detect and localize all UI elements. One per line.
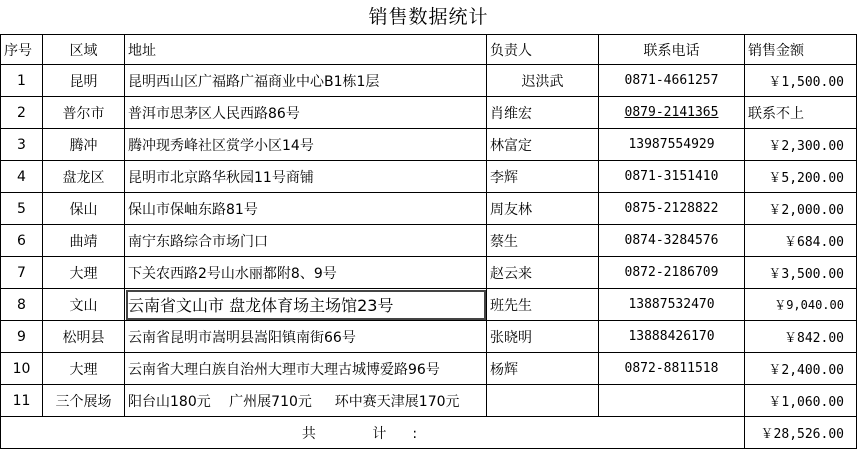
phone-link-text[interactable]: 0879-2141365 <box>624 105 719 120</box>
cell-region[interactable]: 松明县 <box>43 321 125 353</box>
cell-phone[interactable]: 13888426170 <box>599 321 745 353</box>
cell-address[interactable]: 云南省昆明市嵩明县嵩阳镇南街66号 <box>125 321 487 353</box>
cell-phone[interactable]: 0872-2186709 <box>599 257 745 289</box>
cell-manager[interactable]: 蔡生 <box>487 225 599 257</box>
cell-amount[interactable]: ￥842.00 <box>745 321 857 353</box>
cell-manager[interactable]: 张晓明 <box>487 321 599 353</box>
cell-phone[interactable] <box>599 385 745 417</box>
cell-region[interactable]: 曲靖 <box>43 225 125 257</box>
table-row <box>1 161 857 193</box>
cell-address-selected[interactable]: 云南省文山市 盘龙体育场主场馆23号 <box>125 289 487 321</box>
table-row <box>1 289 857 321</box>
header-cell-region[interactable]: 区域 <box>43 35 125 65</box>
cell-phone-link[interactable] <box>599 97 745 129</box>
cell-amount[interactable]: ￥5,200.00 <box>745 161 857 193</box>
cell-region[interactable]: 普尔市 <box>43 97 125 129</box>
cell-manager[interactable]: 李辉 <box>487 161 599 193</box>
cell-amount[interactable]: ￥1,500.00 <box>745 65 857 97</box>
cell-amount[interactable]: ￥1,060.00 <box>745 385 857 417</box>
cell-amount[interactable]: ￥9,040.00 <box>745 289 857 321</box>
cell-no[interactable]: 10 <box>1 353 43 385</box>
header-cell-address[interactable]: 地址 <box>125 35 487 65</box>
cell-manager[interactable]: 周友林 <box>487 193 599 225</box>
table-row <box>1 97 857 129</box>
cell-region[interactable]: 盘龙区 <box>43 161 125 193</box>
total-amount[interactable]: ￥28,526.00 <box>745 417 857 449</box>
cell-no[interactable]: 7 <box>1 257 43 289</box>
cell-address[interactable]: 阳台山180元 广州展710元 环中赛天津展170元 <box>125 385 487 417</box>
table-row <box>1 257 857 289</box>
table-row <box>1 65 857 97</box>
cell-manager[interactable]: 迟洪武 <box>487 65 599 97</box>
cell-address[interactable]: 保山市保岫东路81号 <box>125 193 487 225</box>
cell-address[interactable]: 腾冲现秀峰社区赏学小区14号 <box>125 129 487 161</box>
cell-phone[interactable]: 0875-2128822 <box>599 193 745 225</box>
cell-address[interactable]: 昆明市北京路华秋园11号商铺 <box>125 161 487 193</box>
cell-no[interactable]: 2 <box>1 97 43 129</box>
cell-manager[interactable]: 班先生 <box>487 289 599 321</box>
cell-phone[interactable]: 0871-4661257 <box>599 65 745 97</box>
cell-no[interactable]: 6 <box>1 225 43 257</box>
header-cell-manager[interactable]: 负责人 <box>487 35 599 65</box>
cell-region[interactable]: 大理 <box>43 257 125 289</box>
cell-amount[interactable]: ￥2,400.00 <box>745 353 857 385</box>
table-row <box>1 193 857 225</box>
cell-manager[interactable]: 肖维宏 <box>487 97 599 129</box>
cell-region[interactable]: 文山 <box>43 289 125 321</box>
cell-region[interactable]: 腾冲 <box>43 129 125 161</box>
cell-phone[interactable]: 0874-3284576 <box>599 225 745 257</box>
cell-manager[interactable]: 赵云来 <box>487 257 599 289</box>
cell-no[interactable]: 8 <box>1 289 43 321</box>
cell-phone[interactable]: 13987554929 <box>599 129 745 161</box>
table-row <box>1 129 857 161</box>
cell-manager[interactable] <box>487 385 599 417</box>
cell-no[interactable]: 4 <box>1 161 43 193</box>
cell-region[interactable]: 大理 <box>43 353 125 385</box>
total-row <box>1 417 857 449</box>
header-cell-phone[interactable]: 联系电话 <box>599 35 745 65</box>
total-label[interactable]: 共 计: <box>1 417 745 449</box>
cell-region[interactable]: 昆明 <box>43 65 125 97</box>
cell-phone[interactable]: 0871-3151410 <box>599 161 745 193</box>
cell-no[interactable]: 11 <box>1 385 43 417</box>
table-row <box>1 385 857 417</box>
cell-manager[interactable]: 杨辉 <box>487 353 599 385</box>
cell-phone[interactable]: 13887532470 <box>599 289 745 321</box>
cell-region[interactable]: 保山 <box>43 193 125 225</box>
header-row <box>1 35 857 65</box>
cell-address[interactable]: 昆明西山区广福路广福商业中心B1栋1层 <box>125 65 487 97</box>
cell-no[interactable]: 9 <box>1 321 43 353</box>
cell-address[interactable]: 南宁东路综合市场门口 <box>125 225 487 257</box>
sheet-title: 销售数据统计 <box>368 6 489 28</box>
sales-table <box>0 34 857 449</box>
cell-amount[interactable]: ￥3,500.00 <box>745 257 857 289</box>
table-row <box>1 353 857 385</box>
cell-no[interactable]: 1 <box>1 65 43 97</box>
cell-region[interactable]: 三个展场 <box>43 385 125 417</box>
cell-amount[interactable]: ￥2,300.00 <box>745 129 857 161</box>
table-row <box>1 321 857 353</box>
header-cell-amount[interactable]: 销售金额 <box>745 35 857 65</box>
cell-no[interactable]: 3 <box>1 129 43 161</box>
cell-address[interactable]: 普洱市思茅区人民西路86号 <box>125 97 487 129</box>
header-cell-no[interactable]: 序号 <box>1 35 43 65</box>
cell-amount[interactable]: ￥684.00 <box>745 225 857 257</box>
cell-manager[interactable]: 林富定 <box>487 129 599 161</box>
cell-amount[interactable]: 联系不上 <box>745 97 857 129</box>
cell-address[interactable]: 下关农西路2号山水丽都附8、9号 <box>125 257 487 289</box>
cell-address[interactable]: 云南省大理白族自治州大理市大理古城博爱路96号 <box>125 353 487 385</box>
cell-amount[interactable]: ￥2,000.00 <box>745 193 857 225</box>
cell-no[interactable]: 5 <box>1 193 43 225</box>
cell-phone[interactable]: 0872-8811518 <box>599 353 745 385</box>
table-row <box>1 225 857 257</box>
